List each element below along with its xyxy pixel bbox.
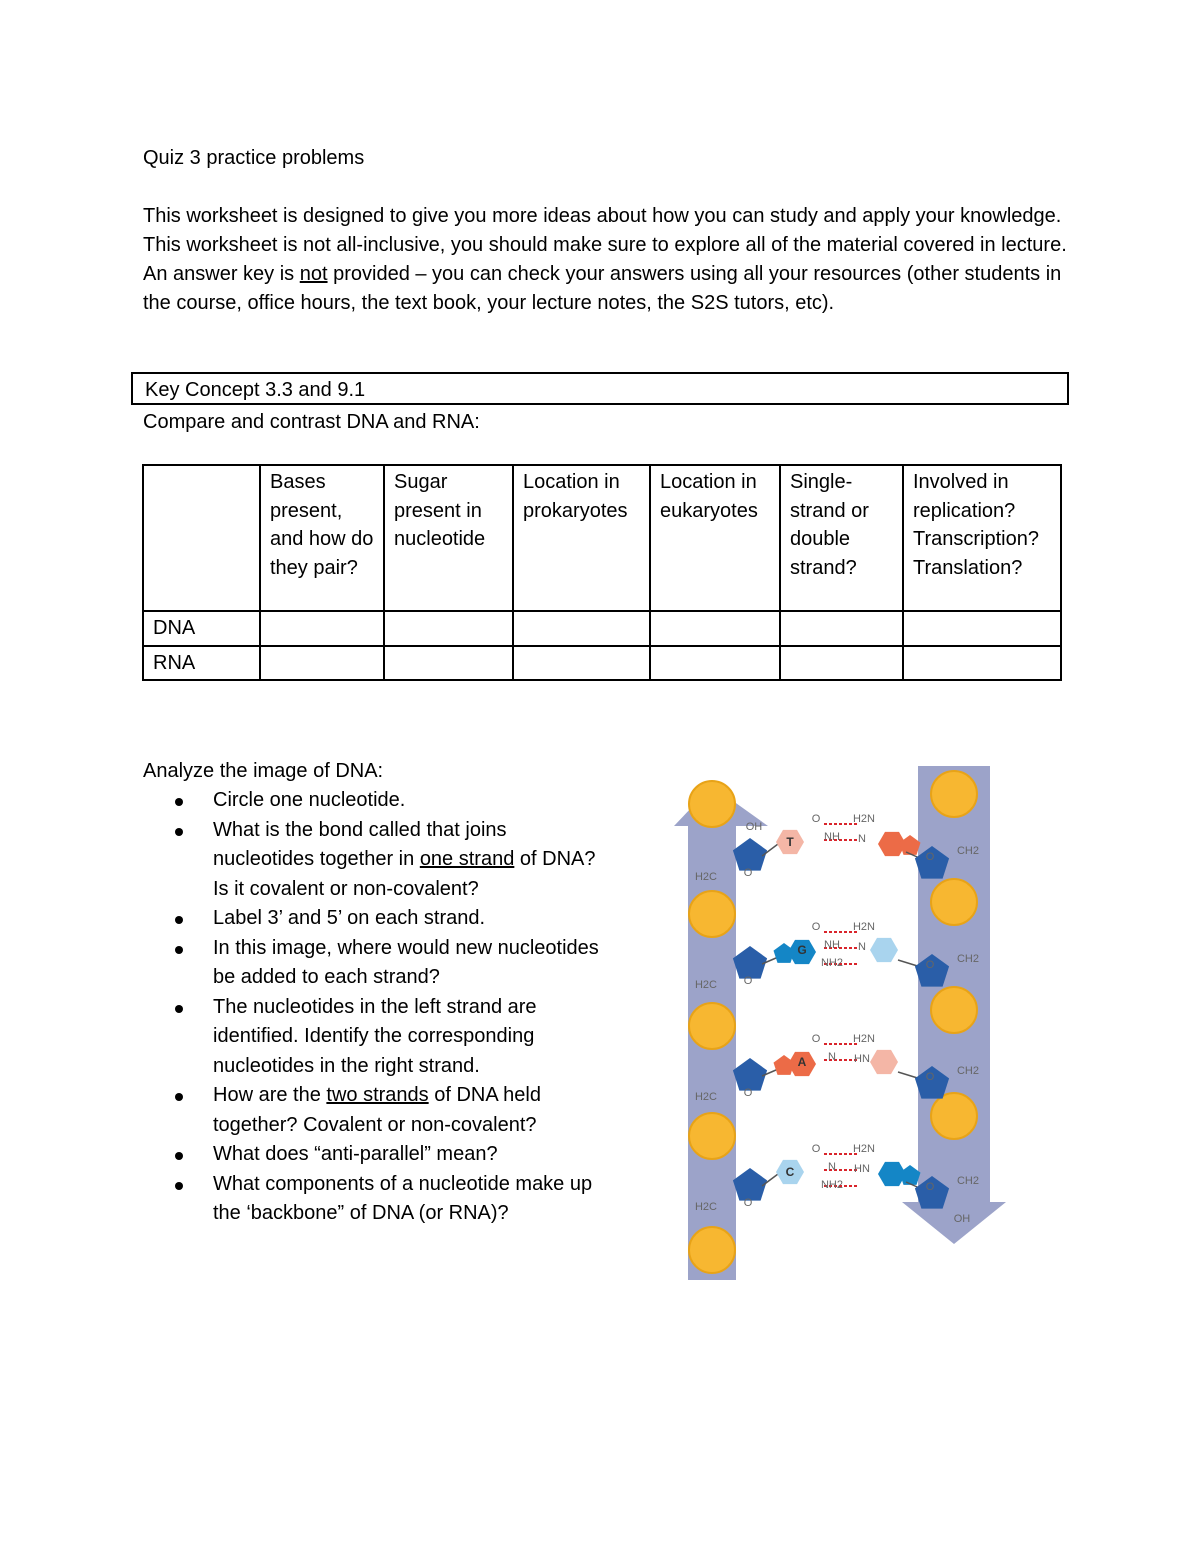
phosphate-left-icon	[689, 891, 735, 937]
table-header-strandedness: Single-strand or double strand?	[780, 465, 903, 611]
table-cell[interactable]	[650, 611, 780, 646]
n-label: N	[858, 941, 866, 953]
o-label: O	[743, 867, 753, 879]
o-label: O	[811, 1143, 821, 1155]
intro-text-b: provided – you can check your answers using all your resources (other students in the course, office hours, the text book, your lecture notes, the S2S tutors, etc).	[143, 263, 1062, 314]
sugar-left-icon	[733, 1058, 767, 1091]
o-label: O	[925, 1181, 935, 1193]
table-row-label: RNA	[143, 646, 260, 681]
compare-prompt: Compare and contrast DNA and RNA:	[143, 411, 480, 433]
list-item: Circle one nucleotide.	[143, 786, 613, 816]
list-item: Label 3’ and 5’ on each strand.	[143, 904, 613, 934]
o-label: O	[925, 1071, 935, 1083]
phosphate-left-icon	[689, 1113, 735, 1159]
ch2-label: CH2	[956, 1065, 980, 1077]
bullet-icon	[175, 916, 183, 924]
bullet-icon	[175, 1093, 183, 1101]
oh-label: OH	[745, 821, 763, 833]
dna-rna-comparison-table	[142, 464, 1062, 681]
sugar-left-icon	[733, 838, 767, 871]
table-row-rna	[143, 646, 1061, 681]
base-right-ring-icon	[900, 1165, 921, 1185]
table-cell[interactable]	[780, 646, 903, 681]
intro-not-underlined: not	[299, 263, 328, 285]
table-header-blank	[143, 465, 260, 611]
table-cell[interactable]	[903, 646, 1061, 681]
table-cell[interactable]	[650, 646, 780, 681]
o-label: O	[811, 1033, 821, 1045]
h2c-label: H2C	[694, 1091, 718, 1103]
bullet-icon	[175, 1152, 183, 1160]
table-header-sugar: Sugar present in nucleotide	[384, 465, 513, 611]
table-header-eukaryotes: Location in eukaryotes	[650, 465, 780, 611]
table-cell[interactable]	[384, 646, 513, 681]
base-letter-label: A	[797, 1055, 807, 1069]
phosphate-right-icon	[931, 879, 977, 925]
table-header-row	[143, 465, 1061, 611]
list-item: What components of a nucleotide make up the ‘backbone” of DNA (or RNA)?	[143, 1170, 613, 1229]
o-label: O	[743, 1197, 753, 1209]
base-letter-label: C	[785, 1165, 795, 1179]
worksheet-title: Quiz 3 practice problems	[143, 147, 365, 169]
o-label: O	[743, 1087, 753, 1099]
n-label: NH	[824, 939, 840, 951]
n-label: NH	[824, 831, 840, 843]
h2c-label: H2C	[694, 871, 718, 883]
base-right-ring-icon	[870, 938, 898, 962]
base-letter-label: T	[786, 835, 794, 849]
key-concept-box	[131, 372, 1069, 405]
table-cell[interactable]	[384, 611, 513, 646]
phosphate-left-icon	[689, 1003, 735, 1049]
base-left-ring-icon	[774, 1055, 795, 1075]
table-row-label: DNA	[143, 611, 260, 646]
sugar-left-icon	[733, 946, 767, 979]
o-label: O	[811, 813, 821, 825]
intro-text-a: This worksheet is designed to give you more ideas about how you can study and apply your knowledge. This worksheet is not all-inclusive, you should make sure to explore all of the material covered in lecture. An answer key is	[143, 205, 1067, 285]
key-concept-title: Key Concept 3.3 and 9.1	[145, 379, 366, 401]
analyze-prompt: Analyze the image of DNA:	[143, 760, 384, 782]
bullet-icon	[175, 1005, 183, 1013]
ch2-label: CH2	[956, 1175, 980, 1187]
n-label: N	[828, 1161, 836, 1173]
sugar-left-icon	[733, 1168, 767, 1201]
nh2-label: NH2	[820, 1179, 844, 1191]
table-header-prokaryotes: Location in prokaryotes	[513, 465, 650, 611]
base-letter-label: G	[797, 943, 807, 957]
intro-paragraph	[143, 202, 1068, 318]
phosphate-right-icon	[931, 987, 977, 1033]
n-label: HN	[854, 1053, 870, 1065]
list-item: In this image, where would new nucleotides be added to each strand?	[143, 934, 613, 993]
ch2-label: CH2	[956, 953, 980, 965]
h2n-label: H2N	[852, 1143, 876, 1155]
o-label: O	[925, 959, 935, 971]
list-item: What does “anti-parallel” mean?	[143, 1140, 613, 1170]
nh2-label: NH2	[820, 957, 844, 969]
table-header-processes: Involved in replication? Transcription? Translation?	[903, 465, 1061, 611]
oh-label: OH	[953, 1213, 971, 1225]
question-list	[143, 786, 613, 1229]
n-label: N	[858, 833, 866, 845]
h2n-label: H2N	[852, 813, 876, 825]
n-label: HN	[854, 1163, 870, 1175]
o-label: O	[925, 851, 935, 863]
phosphate-right-icon	[931, 1093, 977, 1139]
o-label: O	[811, 921, 821, 933]
h2c-label: H2C	[694, 979, 718, 991]
list-item: What is the bond called that joins nucleotides together in one strand of DNA? Is it covalent or non-covalent?	[143, 816, 613, 905]
base-right-ring-icon	[870, 1050, 898, 1074]
base-right-ring-icon	[900, 835, 921, 855]
bullet-icon	[175, 828, 183, 836]
table-cell[interactable]	[780, 611, 903, 646]
bullet-icon	[175, 798, 183, 806]
bullet-icon	[175, 946, 183, 954]
h2n-label: H2N	[852, 1033, 876, 1045]
table-cell[interactable]	[903, 611, 1061, 646]
table-cell[interactable]	[260, 611, 384, 646]
phosphate-left-icon	[689, 1227, 735, 1273]
n-label: N	[828, 1051, 836, 1063]
o-label: O	[743, 975, 753, 987]
h2c-label: H2C	[694, 1201, 718, 1213]
base-left-ring-icon	[774, 943, 795, 963]
list-item: The nucleotides in the left strand are identified. Identify the corresponding nucleotides in the right strand.	[143, 993, 613, 1082]
table-row-dna	[143, 611, 1061, 646]
phosphate-right-icon	[931, 771, 977, 817]
h2n-label: H2N	[852, 921, 876, 933]
phosphate-left-icon	[689, 781, 735, 827]
list-item: How are the two strands of DNA held together? Covalent or non-covalent?	[143, 1081, 613, 1140]
dna-strand-diagram	[672, 764, 1012, 1284]
bullet-icon	[175, 1182, 183, 1190]
ch2-label: CH2	[956, 845, 980, 857]
table-cell[interactable]	[260, 646, 384, 681]
table-header-bases: Bases present, and how do they pair?	[260, 465, 384, 611]
table-cell[interactable]	[513, 611, 650, 646]
table-cell[interactable]	[513, 646, 650, 681]
